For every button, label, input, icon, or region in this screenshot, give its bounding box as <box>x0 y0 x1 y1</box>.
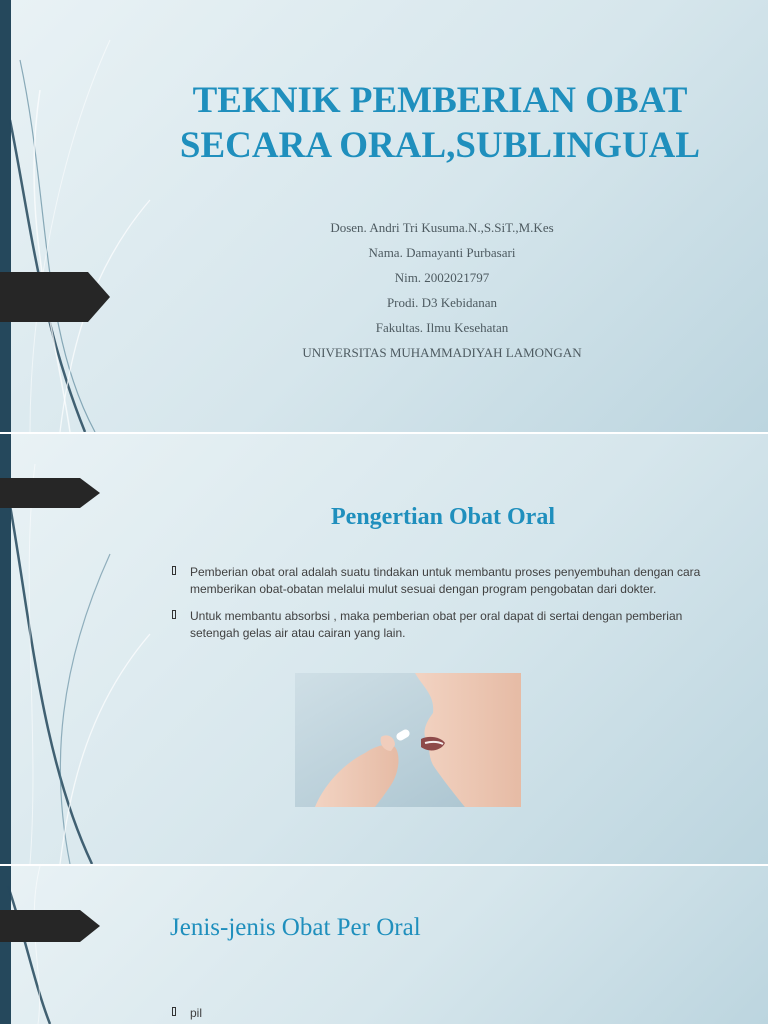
bullet-text: Pemberian obat oral adalah suatu tindakan untuk membantu proses penyembuhan dengan cara memberikan obat-obatan melalui mulut sesuai dengan program pengobatan dari dokter. <box>190 565 701 596</box>
info-faculty: Fakultas. Ilmu Kesehatan <box>375 320 509 335</box>
slide-types <box>0 866 768 1024</box>
bullet-icon <box>172 1007 176 1016</box>
section-heading: Jenis-jenis Obat Per Oral <box>170 914 421 941</box>
title-line-2: SECARA ORAL,SUBLINGUAL <box>179 125 701 166</box>
slide-marker-tab <box>0 910 100 942</box>
bullet-text: Untuk membantu absorbsi , maka pemberian obat per oral dapat di sertai dengan pemberian setengah gelas air atau cairan yang lain. <box>190 609 683 640</box>
slide-title <box>0 0 768 432</box>
bullet-text: pil <box>190 1006 203 1020</box>
photo-taking-pill <box>295 673 521 807</box>
slide-title-heading <box>140 78 740 168</box>
info-lecturer: Dosen. Andri Tri Kusuma.N.,S.SiT.,M.Kes <box>330 220 554 235</box>
slide-marker-tab <box>0 478 100 508</box>
info-nim: Nim. 2002021797 <box>394 270 490 285</box>
types-bullets <box>172 1005 712 1024</box>
list-item <box>172 1005 712 1022</box>
decorative-swirl <box>0 866 768 1024</box>
bullet-icon <box>172 566 176 575</box>
info-university: UNIVERSITAS MUHAMMADIYAH LAMONGAN <box>302 345 582 360</box>
definition-bullets <box>172 564 712 652</box>
slide-definition <box>0 434 768 864</box>
section-heading: Pengertian Obat Oral <box>331 504 555 530</box>
title-line-1: TEKNIK PEMBERIAN OBAT <box>192 80 688 121</box>
author-info <box>240 218 644 368</box>
list-item <box>172 608 712 642</box>
info-program: Prodi. D3 Kebidanan <box>386 295 498 310</box>
info-name: Nama. Damayanti Purbasari <box>368 245 516 260</box>
bullet-icon <box>172 610 176 619</box>
list-item <box>172 564 712 598</box>
slide-marker-tab <box>0 272 110 322</box>
